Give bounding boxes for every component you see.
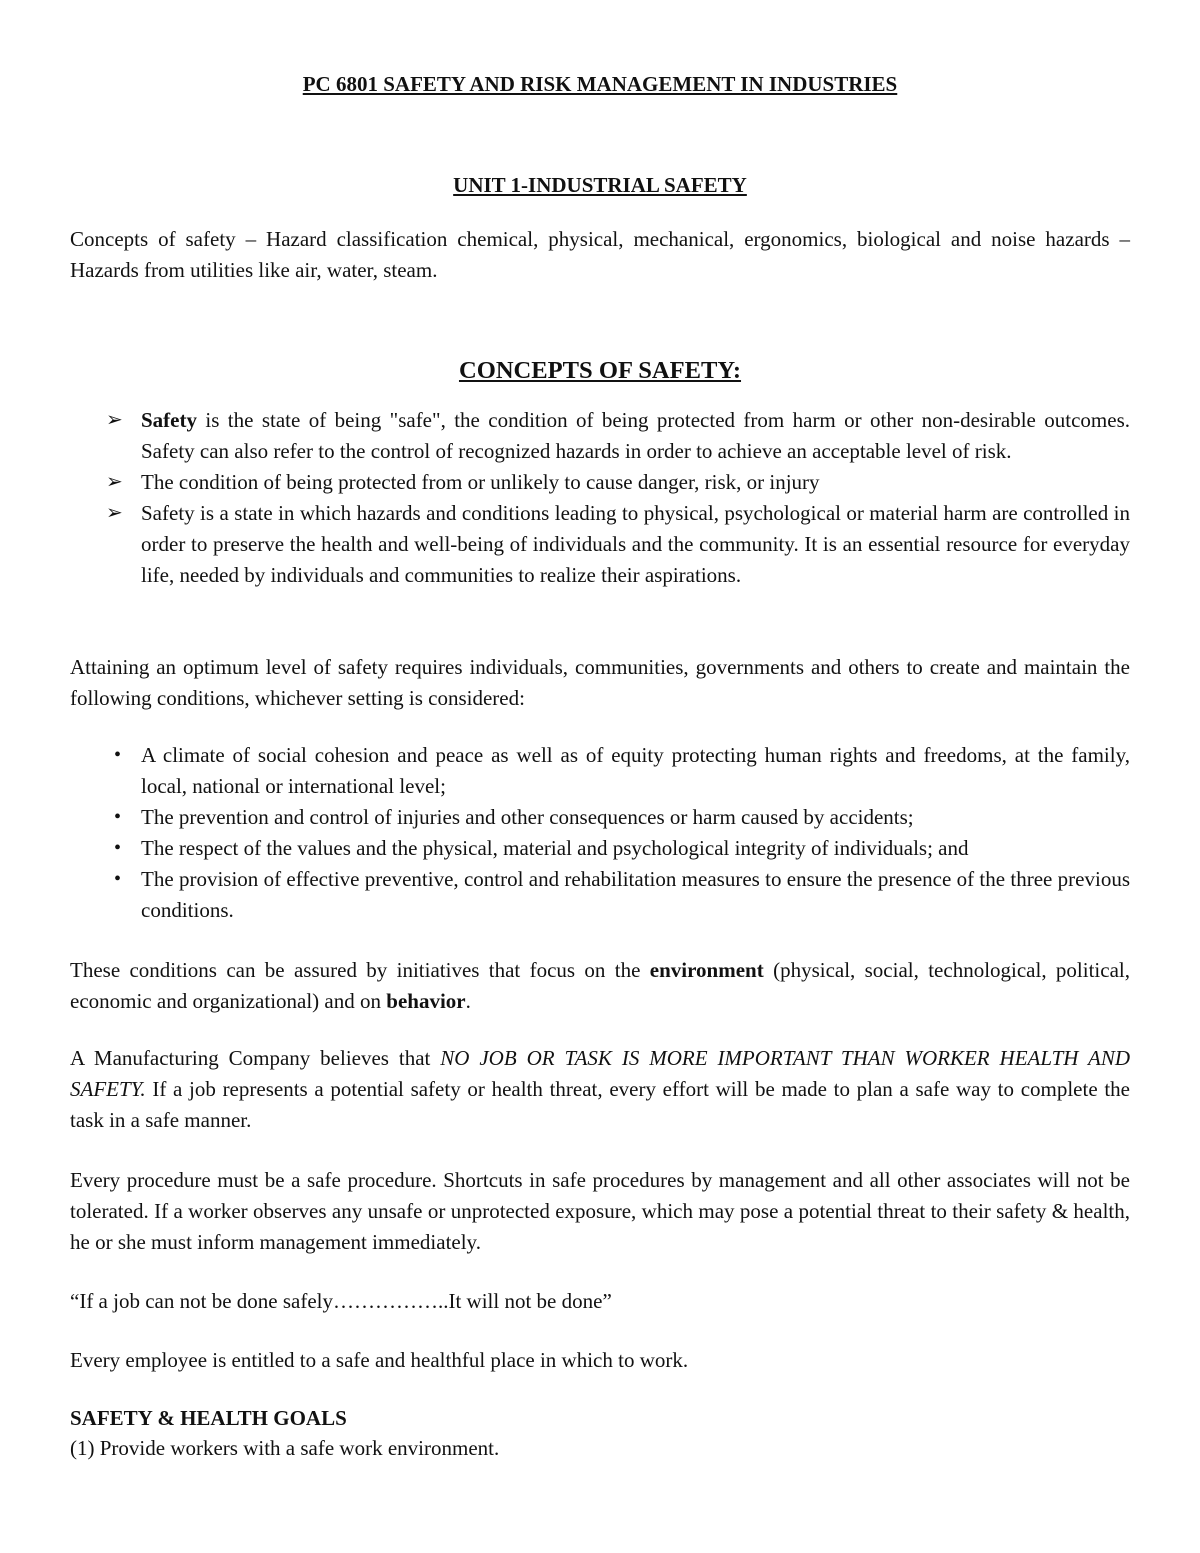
conditions-list xyxy=(70,740,1130,926)
behavior-term: behavior xyxy=(386,989,466,1013)
list-item xyxy=(70,740,1130,802)
item-text: The condition of being protected from or unlikely to cause danger, risk, or injury xyxy=(141,470,820,494)
policy-statement: NO JOB OR TASK IS MORE IMPORTANT THAN WORKER HEALTH AND SAFETY. xyxy=(70,1046,1130,1101)
unit-syllabus: Concepts of safety – Hazard classification chemical, physical, mechanical, ergonomics, biological and noise hazards – Hazards from utilities like air, water, steam. xyxy=(70,227,1130,282)
optimum-intro: Attaining an optimum level of safety requires individuals, communities, governments and others to create and maintain the following conditions, whichever setting is considered: xyxy=(70,655,1130,710)
list-item xyxy=(70,864,1130,926)
arrow-bullet-icon: ➢ xyxy=(106,409,123,431)
list-item xyxy=(70,802,1130,833)
item-text: Safety is a state in which hazards and conditions leading to physical, psychological or material harm are controlled in order to preserve the health and well-being of individuals and the community. It is an essential resource for everyday life, needed by individuals and communities to realize their aspirations. xyxy=(141,501,1130,587)
entitled-paragraph: Every employee is entitled to a safe and healthful place in which to work. xyxy=(70,1348,689,1372)
arrow-bullet-icon: ➢ xyxy=(106,471,123,493)
text-run: These conditions can be assured by initiatives that focus on the xyxy=(70,958,650,982)
document-title: PC 6801 SAFETY AND RISK MANAGEMENT IN INDUSTRIES xyxy=(302,72,898,96)
dot-bullet-icon: • xyxy=(114,868,122,890)
dot-bullet-icon: • xyxy=(114,806,122,828)
environment-term: environment xyxy=(649,958,764,982)
safety-term: Safety xyxy=(141,408,197,432)
item-text: is the state of being "safe", the condition of being protected from harm or other non-desirable outcomes. Safety can also refer to the control of recognized hazards in order to achieve an acceptable level of risk. xyxy=(141,408,1130,463)
procedure-paragraph: Every procedure must be a safe procedure. Shortcuts in safe procedures by management and all other associates will not be tolerated. If a worker observes any unsafe or unprotected exposure, which may pose a potential threat to their safety & health, he or she must inform management immediately. xyxy=(70,1168,1130,1254)
item-text: The respect of the values and the physical, material and psychological integrity of individuals; and xyxy=(141,836,969,860)
manufacturing-paragraph xyxy=(70,1043,1130,1136)
goal-item: (1) Provide workers with a safe work environment. xyxy=(70,1436,500,1460)
safety-quote: “If a job can not be done safely……………..It will not be done” xyxy=(70,1289,612,1313)
conditions-paragraph xyxy=(70,955,1130,1017)
text-run: (physical, social, technological, political, economic and organizational) and on xyxy=(70,958,1130,1013)
arrow-bullet-icon: ➢ xyxy=(106,502,123,524)
dot-bullet-icon: • xyxy=(114,744,122,766)
unit-title: UNIT 1-INDUSTRIAL SAFETY xyxy=(453,173,747,197)
item-text: The prevention and control of injuries and other consequences or harm caused by accidents; xyxy=(141,805,914,829)
list-item xyxy=(70,405,1130,467)
text-run: A Manufacturing Company believes that xyxy=(70,1046,441,1070)
document-page xyxy=(70,0,1130,1553)
list-item xyxy=(70,467,1130,498)
concepts-list xyxy=(70,405,1130,591)
list-item xyxy=(70,498,1130,591)
concepts-heading: CONCEPTS OF SAFETY: xyxy=(458,357,742,384)
goals-heading: SAFETY & HEALTH GOALS xyxy=(70,1406,347,1430)
dot-bullet-icon: • xyxy=(114,837,122,859)
text-run: . xyxy=(465,989,471,1013)
list-item xyxy=(70,833,1130,864)
text-run: If a job represents a potential safety or health threat, every effort will be made to plan a safe way to complete the task in a safe manner. xyxy=(70,1077,1130,1132)
item-text: The provision of effective preventive, control and rehabilitation measures to ensure the presence of the three previous conditions. xyxy=(141,867,1130,922)
item-text: A climate of social cohesion and peace as well as of equity protecting human rights and freedoms, at the family, local, national or international level; xyxy=(141,743,1130,798)
